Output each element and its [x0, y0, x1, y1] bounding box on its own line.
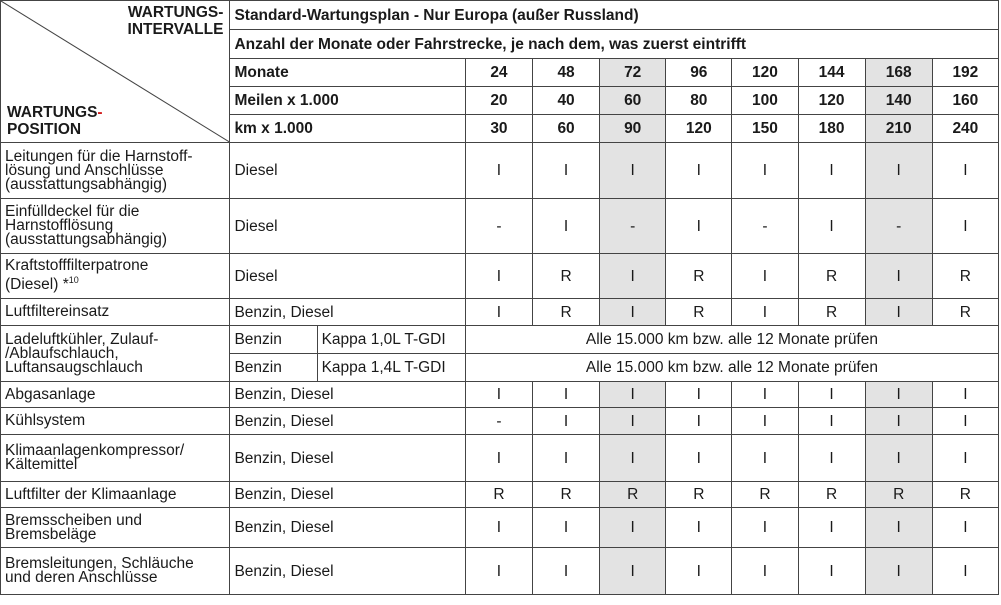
interval-action: I — [932, 199, 998, 254]
interval-value: 192 — [932, 59, 998, 87]
interval-action: I — [666, 199, 732, 254]
interval-value: 140 — [865, 87, 932, 115]
interval-action: I — [798, 143, 865, 199]
interval-action: - — [465, 408, 532, 435]
interval-action: R — [932, 254, 998, 299]
interval-action: - — [865, 199, 932, 254]
interval-action: I — [465, 254, 532, 299]
interval-action: R — [666, 482, 732, 508]
fuel-type: Benzin, Diesel — [230, 482, 465, 508]
interval-action: R — [798, 254, 865, 299]
engine-type: Kappa 1,0L T-GDI — [317, 326, 465, 354]
interval-value: 48 — [533, 59, 600, 87]
maintenance-position: Ladeluftkühler, Zulauf- /Ablaufschlauch, Luftansaugschlauch — [1, 326, 230, 382]
interval-action: I — [732, 408, 798, 435]
interval-action: I — [666, 435, 732, 482]
interval-action: R — [798, 299, 865, 326]
interval-action: I — [465, 508, 532, 548]
interval-value: 60 — [600, 87, 666, 115]
inspection-note: Alle 15.000 km bzw. alle 12 Monate prüfen — [465, 354, 998, 382]
fuel-type: Benzin, Diesel — [230, 408, 465, 435]
interval-action: I — [865, 548, 932, 595]
interval-value: 24 — [465, 59, 532, 87]
table-row — [1, 435, 999, 482]
interval-action: I — [533, 382, 600, 408]
interval-action: I — [533, 435, 600, 482]
interval-action: I — [932, 435, 998, 482]
interval-value: 20 — [465, 87, 532, 115]
interval-action: - — [600, 199, 666, 254]
interval-action: I — [600, 382, 666, 408]
interval-value: 168 — [865, 59, 932, 87]
interval-action: I — [533, 408, 600, 435]
interval-action: R — [932, 482, 998, 508]
interval-action: I — [465, 435, 532, 482]
maintenance-position: Abgasanlage — [1, 382, 230, 408]
fuel-type: Diesel — [230, 199, 465, 254]
table-row — [1, 482, 999, 508]
interval-action: I — [600, 254, 666, 299]
fuel-type: Benzin, Diesel — [230, 435, 465, 482]
interval-value: 30 — [465, 115, 532, 143]
interval-action: I — [798, 382, 865, 408]
interval-action: R — [932, 299, 998, 326]
interval-action: I — [865, 143, 932, 199]
table-row — [1, 143, 999, 199]
interval-value: 40 — [533, 87, 600, 115]
maintenance-position: Luftfilter der Klimaanlage — [1, 482, 230, 508]
interval-action: I — [865, 299, 932, 326]
interval-action: I — [932, 143, 998, 199]
interval-value: 120 — [798, 87, 865, 115]
interval-value: 210 — [865, 115, 932, 143]
interval-action: I — [666, 548, 732, 595]
interval-action: R — [465, 482, 532, 508]
interval-action: I — [732, 548, 798, 595]
interval-action: I — [533, 508, 600, 548]
interval-action: I — [732, 299, 798, 326]
interval-value: 72 — [600, 59, 666, 87]
maintenance-position: Leitungen für die Harnstoff- lösung und Anschlüsse (ausstattungsabhängig) — [1, 143, 230, 199]
interval-value: 80 — [666, 87, 732, 115]
interval-action: R — [533, 254, 600, 299]
fuel-type: Diesel — [230, 254, 465, 299]
interval-value: 180 — [798, 115, 865, 143]
interval-value: 120 — [666, 115, 732, 143]
interval-action: I — [732, 143, 798, 199]
interval-action: R — [533, 299, 600, 326]
interval-action: - — [732, 199, 798, 254]
interval-action: I — [732, 254, 798, 299]
interval-action: R — [666, 299, 732, 326]
interval-action: I — [666, 382, 732, 408]
interval-action: I — [798, 548, 865, 595]
fuel-type: Benzin, Diesel — [230, 508, 465, 548]
interval-action: R — [865, 482, 932, 508]
interval-action: I — [798, 435, 865, 482]
maintenance-position: Bremsleitungen, Schläuche und deren Anschlüsse — [1, 548, 230, 595]
interval-action: I — [600, 408, 666, 435]
interval-value: 90 — [600, 115, 666, 143]
interval-action: I — [600, 143, 666, 199]
interval-action: I — [533, 199, 600, 254]
interval-label: WARTUNGS- INTERVALLE — [127, 4, 224, 38]
interval-action: I — [865, 254, 932, 299]
interval-action: I — [932, 508, 998, 548]
interval-action: I — [465, 143, 532, 199]
interval-action: I — [732, 508, 798, 548]
interval-action: R — [798, 482, 865, 508]
table-row — [1, 326, 999, 354]
interval-action: I — [932, 382, 998, 408]
interval-value: 144 — [798, 59, 865, 87]
table-row — [1, 382, 999, 408]
interval-action: I — [666, 408, 732, 435]
interval-action: I — [865, 435, 932, 482]
interval-unit-label: Meilen x 1.000 — [230, 87, 465, 115]
interval-value: 240 — [932, 115, 998, 143]
plan-title: Standard-Wartungsplan - Nur Europa (außer Russland) — [230, 1, 999, 30]
interval-action: I — [666, 143, 732, 199]
fuel-type: Benzin — [230, 354, 317, 382]
fuel-type: Benzin, Diesel — [230, 548, 465, 595]
interval-unit-label: Monate — [230, 59, 465, 87]
interval-value: 96 — [666, 59, 732, 87]
interval-unit-label: km x 1.000 — [230, 115, 465, 143]
maintenance-position: Bremsscheiben und Bremsbeläge — [1, 508, 230, 548]
interval-action: I — [798, 408, 865, 435]
header-title-row — [1, 1, 999, 30]
interval-value: 100 — [732, 87, 798, 115]
interval-action: I — [932, 408, 998, 435]
interval-action: I — [600, 548, 666, 595]
interval-action: I — [600, 508, 666, 548]
interval-action: I — [533, 143, 600, 199]
position-label: WARTUNGS- POSITION — [7, 104, 103, 138]
interval-action: I — [465, 548, 532, 595]
interval-action: R — [600, 482, 666, 508]
fuel-type: Benzin, Diesel — [230, 299, 465, 326]
table-row — [1, 508, 999, 548]
interval-action: R — [666, 254, 732, 299]
engine-type: Kappa 1,4L T-GDI — [317, 354, 465, 382]
maintenance-position: Einfülldeckel für die Harnstofflösung (ausstattungsabhängig) — [1, 199, 230, 254]
maintenance-position: Luftfiltereinsatz — [1, 299, 230, 326]
interval-action: I — [732, 435, 798, 482]
interval-action: I — [600, 299, 666, 326]
interval-action: - — [465, 199, 532, 254]
interval-value: 160 — [932, 87, 998, 115]
maintenance-position: Klimaanlagenkompressor/ Kältemittel — [1, 435, 230, 482]
fuel-type: Diesel — [230, 143, 465, 199]
table-row — [1, 254, 999, 299]
maintenance-position: Kühlsystem — [1, 408, 230, 435]
interval-action: I — [666, 508, 732, 548]
table-body — [1, 1, 999, 595]
interval-action: I — [865, 408, 932, 435]
table-row — [1, 408, 999, 435]
interval-action: I — [600, 435, 666, 482]
table-row — [1, 548, 999, 595]
interval-action: I — [798, 508, 865, 548]
interval-action: I — [865, 382, 932, 408]
interval-value: 60 — [533, 115, 600, 143]
table-row — [1, 199, 999, 254]
fuel-type: Benzin, Diesel — [230, 382, 465, 408]
maintenance-position: Kraftstofffilterpatrone (Diesel) *$^{10}$ — [1, 254, 230, 299]
interval-action: I — [465, 382, 532, 408]
interval-action: I — [798, 199, 865, 254]
fuel-type: Benzin — [230, 326, 317, 354]
table-row — [1, 299, 999, 326]
interval-action: I — [465, 299, 532, 326]
interval-action: I — [932, 548, 998, 595]
interval-action: I — [732, 382, 798, 408]
corner-cell — [1, 1, 230, 143]
interval-action: I — [865, 508, 932, 548]
interval-action: I — [533, 548, 600, 595]
interval-value: 150 — [732, 115, 798, 143]
inspection-note: Alle 15.000 km bzw. alle 12 Monate prüfen — [465, 326, 998, 354]
interval-action: R — [533, 482, 600, 508]
interval-action: R — [732, 482, 798, 508]
interval-value: 120 — [732, 59, 798, 87]
plan-subtitle: Anzahl der Monate oder Fahrstrecke, je nach dem, was zuerst eintrifft — [230, 30, 999, 59]
